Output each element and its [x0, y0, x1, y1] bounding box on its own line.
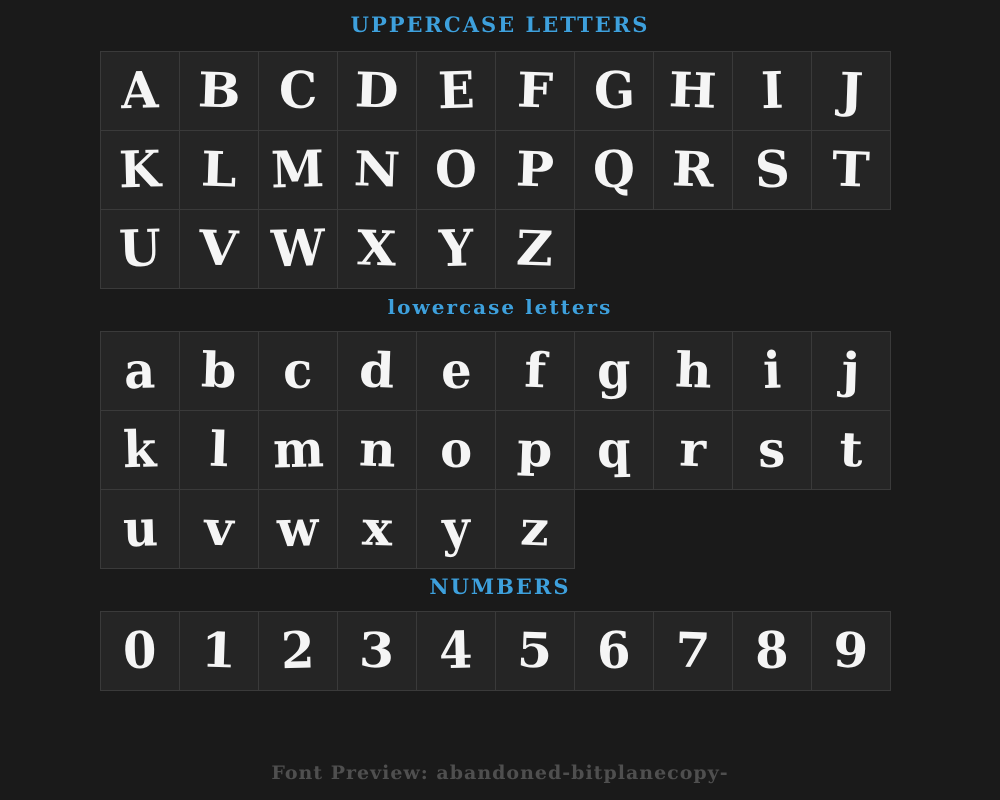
glyph-cell-c [258, 331, 338, 411]
glyph: s [757, 420, 787, 480]
glyph: z [519, 500, 551, 558]
glyph: o [439, 420, 473, 480]
glyph-cell-k [100, 410, 180, 490]
glyph: x [361, 500, 393, 558]
glyph-cell-Q [574, 130, 654, 210]
glyph-cell-J [811, 51, 891, 131]
glyph-row [100, 489, 891, 569]
glyph: B [196, 62, 242, 120]
glyph: y [441, 499, 471, 559]
glyph-cell-f [495, 331, 575, 411]
glyph: 7 [674, 622, 712, 680]
glyph: 6 [596, 621, 632, 681]
glyph-cell-X [337, 209, 417, 289]
section-title-uppercase: UPPERCASE LETTERS [350, 12, 650, 37]
glyph-row [100, 410, 891, 490]
glyph-cell-N [337, 130, 417, 210]
glyph-cell-t [811, 410, 891, 490]
glyph: 5 [516, 622, 554, 680]
glyph: Q [592, 140, 636, 200]
glyph-cell-4 [416, 611, 496, 691]
glyph: v [203, 500, 235, 558]
glyph-cell-u [100, 489, 180, 569]
glyph-cell-W [258, 209, 338, 289]
glyph: 2 [280, 621, 316, 681]
glyph-cell-S [732, 130, 812, 210]
glyph-cell-z [495, 489, 575, 569]
glyph-cell-e [416, 331, 496, 411]
glyph-cell-L [179, 130, 259, 210]
glyph-cell-7 [653, 611, 733, 691]
glyph: g [596, 341, 632, 401]
glyph: m [271, 419, 325, 481]
glyph: f [523, 342, 547, 400]
glyph-cell-w [258, 489, 338, 569]
glyph: T [831, 141, 871, 199]
glyph-cell-B [179, 51, 259, 131]
glyph: C [278, 61, 318, 121]
glyph-cell-Z [495, 209, 575, 289]
glyph: p [516, 421, 554, 479]
glyph: c [282, 341, 314, 401]
glyph-cell-O [416, 130, 496, 210]
glyph: a [123, 341, 157, 401]
glyph: P [515, 141, 555, 199]
glyph-cell-G [574, 51, 654, 131]
glyph-cell-R [653, 130, 733, 210]
glyph-cell-h [653, 331, 733, 411]
glyph: E [436, 61, 476, 121]
numbers-glyph-grid [100, 611, 891, 691]
glyph: X [356, 220, 398, 278]
glyph: R [671, 141, 715, 199]
glyph-cell-n [337, 410, 417, 490]
glyph-cell-F [495, 51, 575, 131]
glyph: 9 [832, 622, 870, 680]
glyph-cell-o [416, 410, 496, 490]
glyph-cell-i [732, 331, 812, 411]
glyph-cell-l [179, 410, 259, 490]
glyph-row [100, 51, 891, 131]
glyph-cell-g [574, 331, 654, 411]
glyph: j [840, 342, 862, 400]
font-preview-footer: Font Preview: abandoned-bitplanecopy- [271, 762, 729, 784]
glyph: k [122, 420, 158, 480]
glyph-row [100, 331, 891, 411]
glyph: 8 [754, 621, 790, 681]
glyph: U [118, 219, 162, 279]
glyph: S [753, 140, 791, 200]
glyph-cell-p [495, 410, 575, 490]
glyph-cell-D [337, 51, 417, 131]
glyph: V [198, 220, 240, 278]
glyph: Y [438, 219, 474, 279]
glyph-cell-K [100, 130, 180, 210]
glyph: 1 [200, 622, 238, 680]
glyph-cell-b [179, 331, 259, 411]
glyph: H [668, 62, 718, 120]
glyph-cell-U [100, 209, 180, 289]
glyph-cell-M [258, 130, 338, 210]
glyph: D [354, 62, 400, 120]
glyph-cell-H [653, 51, 733, 131]
glyph-cell-d [337, 331, 417, 411]
glyph-cell-3 [337, 611, 417, 691]
glyph: I [759, 61, 784, 121]
glyph-cell-a [100, 331, 180, 411]
glyph-cell-0 [100, 611, 180, 691]
glyph-cell-v [179, 489, 259, 569]
glyph: 0 [122, 621, 158, 681]
glyph-cell-s [732, 410, 812, 490]
uppercase-glyph-grid [100, 51, 891, 289]
glyph: w [276, 499, 320, 559]
glyph-cell-9 [811, 611, 891, 691]
glyph: t [838, 421, 864, 479]
glyph-cell-r [653, 410, 733, 490]
glyph: u [121, 499, 159, 559]
glyph: r [678, 421, 708, 479]
glyph: G [592, 61, 636, 121]
glyph: b [200, 342, 238, 400]
glyph: N [353, 141, 401, 199]
glyph-cell-V [179, 209, 259, 289]
glyph-row [100, 130, 891, 210]
glyph: L [200, 141, 238, 199]
glyph: O [434, 140, 478, 200]
glyph-cell-q [574, 410, 654, 490]
glyph-row [100, 209, 891, 289]
glyph: q [596, 420, 632, 480]
glyph-cell-I [732, 51, 812, 131]
glyph-cell-P [495, 130, 575, 210]
glyph-cell-E [416, 51, 496, 131]
glyph: K [118, 140, 162, 200]
glyph-cell-T [811, 130, 891, 210]
glyph: e [439, 341, 473, 401]
glyph: 3 [358, 622, 396, 680]
glyph: d [358, 342, 396, 400]
glyph-cell-y [416, 489, 496, 569]
glyph-cell-C [258, 51, 338, 131]
glyph-cell-j [811, 331, 891, 411]
glyph-cell-5 [495, 611, 575, 691]
glyph-row [100, 611, 891, 691]
glyph-cell-8 [732, 611, 812, 691]
glyph: F [516, 62, 554, 120]
glyph-cell-A [100, 51, 180, 131]
glyph: W [270, 218, 326, 280]
glyph-cell-2 [258, 611, 338, 691]
lowercase-glyph-grid [100, 331, 891, 569]
glyph-cell-Y [416, 209, 496, 289]
glyph: M [270, 139, 326, 201]
section-title-lowercase: lowercase letters [387, 295, 613, 319]
glyph: n [357, 421, 397, 479]
glyph: l [208, 421, 230, 479]
glyph-cell-6 [574, 611, 654, 691]
glyph: J [838, 62, 864, 120]
section-title-numbers: NUMBERS [429, 574, 571, 599]
glyph: 4 [438, 621, 474, 681]
glyph: A [120, 61, 160, 121]
glyph-cell-x [337, 489, 417, 569]
glyph: i [762, 341, 782, 401]
glyph-cell-m [258, 410, 338, 490]
glyph: Z [515, 220, 555, 278]
glyph: h [673, 342, 713, 400]
glyph-cell-1 [179, 611, 259, 691]
